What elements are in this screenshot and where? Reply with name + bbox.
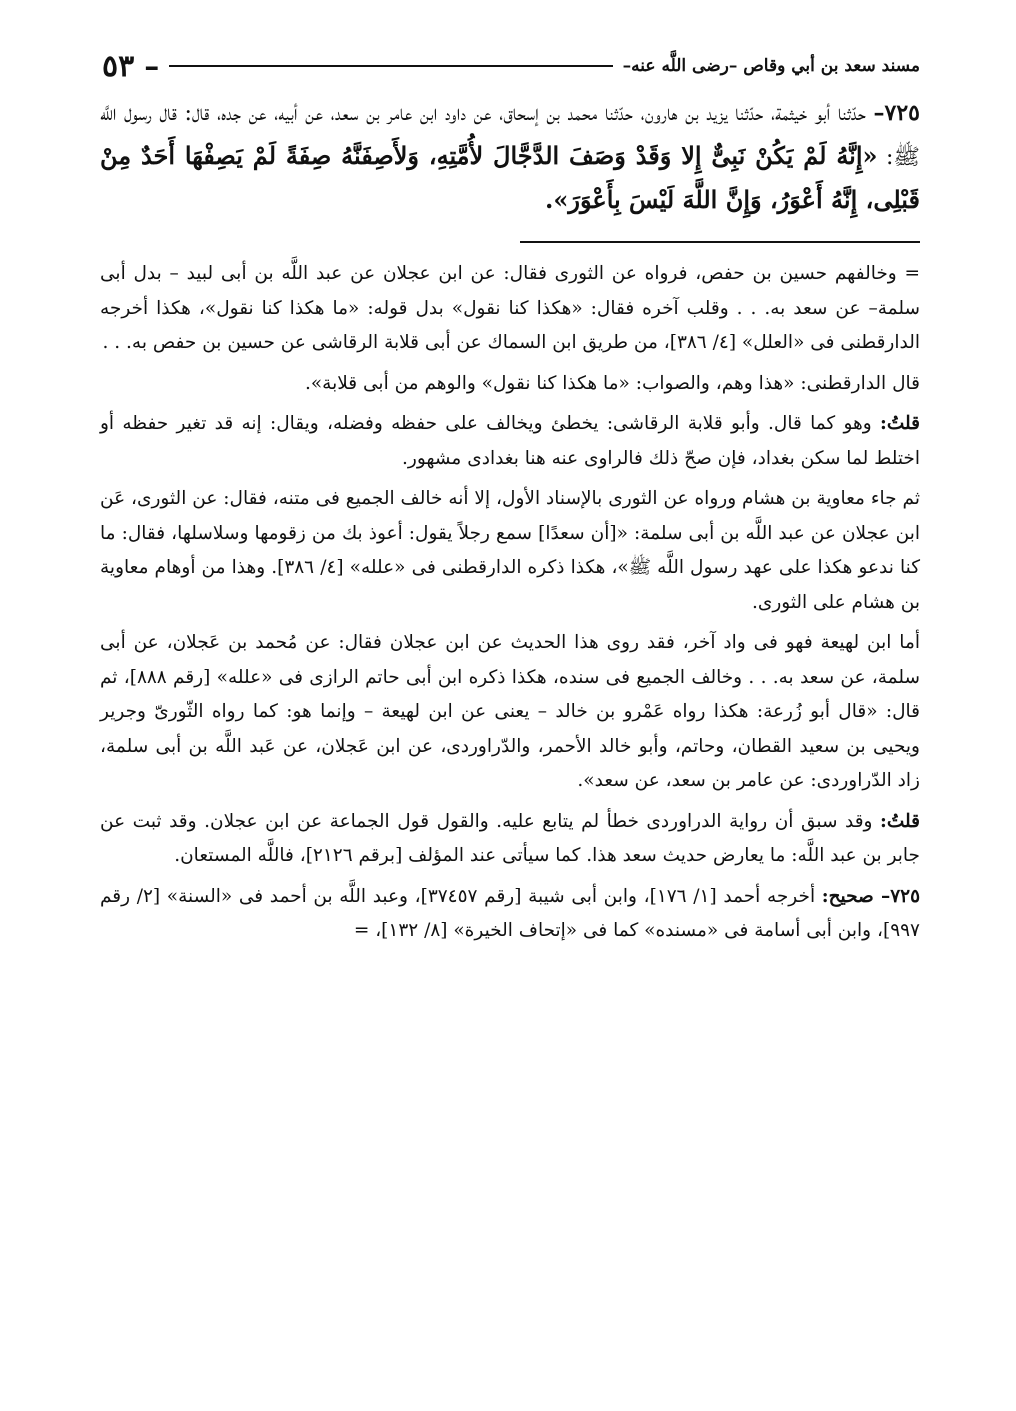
footnote-text: وهو كما قال. وأبو قلابة الرقاشى: يخطئ ويخالف على حفظه وفضله، ويقال: إنه قد تغير حفظه أو اختلط لما سكن بغداد، فإن صحّ ذلك فالراوى عنه هنا بغدادى مشهور. xyxy=(100,413,920,469)
hadith-number: ٧٢٥– xyxy=(873,100,920,126)
running-title: مسند سعد بن أبي وقاص –رضى اللَّه عنه– xyxy=(622,56,920,76)
footnote-paragraph xyxy=(100,880,920,949)
page-number: ٥٣ xyxy=(102,48,135,84)
footnote-paragraph xyxy=(100,407,920,476)
takhrij-lead: ٧٢٥– صحيح: xyxy=(821,885,921,907)
header-rule xyxy=(169,65,612,67)
footnote-lead: قلتُ: xyxy=(880,810,920,832)
hadith-isnad: حدّثنا أبو خيثمة، حدّثنا يزيد بن هارون، حدّثنا محمد بن إسحاق، عن داود ابن عامر بن سعد، عن أبيه، عن جده، قال: قال رسول اللَّه ﷺ: xyxy=(100,101,921,170)
footnote-separator xyxy=(520,241,920,243)
footnote-text: وقد سبق أن رواية الدراوردى خطأ لم يتابع عليه. والقول قول الجماعة عن ابن عجلان. وقد ثبت عن جابر بن عبد اللَّه: ما يعارض حديث سعد هذا. كما سيأتى عند المؤلف [برقم ٢١٢٦]، فاللَّه المستعان. xyxy=(100,810,920,866)
footnote-lead: قلتُ: xyxy=(880,413,920,434)
running-header xyxy=(102,46,920,86)
footnotes xyxy=(100,257,920,949)
main-text xyxy=(100,92,920,955)
footnote-paragraph: = وخالفهم حسين بن حفص، فرواه عن الثورى فقال: عن ابن عجلان عن عبد اللَّه بن أبى لبيد – بدل أبى سلمة– عن سعد به. . . وقلب آخره فقال: «هكذا كنا نقول» بدل قوله: «ما هكذا كنا نقول»، هكذا أخرجه الدارقطنى فى «العلل» [٤/ ٣٨٦]، من طريق ابن السماك عن أبى قلابة الرقاشى عن حسين بن حفص به. . . xyxy=(100,263,920,353)
footnote-paragraph xyxy=(100,805,920,874)
page-number-dash: – xyxy=(144,48,160,84)
takhrij-text: أخرجه أحمد [١/ ١٧٦]، وابن أبى شيبة [رقم ٣٧٤٥٧]، وعبد اللَّه بن أحمد فى «السنة» [٢/ رقم ٩٩٧]، وابن أبى أسامة فى «مسنده» كما فى «إتحاف الخيرة» [٨/ ١٣٢]، = xyxy=(100,885,920,941)
footnote-paragraph: قال الدارقطنى: «هذا وهم، والصواب: «ما هكذا كنا نقول» والوهم من أبى قلابة». xyxy=(304,372,920,394)
footnote-paragraph: ثم جاء معاوية بن هشام ورواه عن الثورى بالإسناد الأول، إلا أنه خالف الجميع فى متنه، فقال: عن الثورى، عَن ابن عجلان عن عبد اللَّه بن أبى سلمة: «[أن سعدًا] سمع رجلاً يقول: أعوذ بك من زقومها وسلاسلها، فقال: ما كنا ندعو هكذا على عهد رسول اللَّه ﷺ»، هكذا ذكره الدارقطنى فى «علله» [٤/ ٣٨٦]. وهذا من أوهام معاوية بن هشام على الثورى. xyxy=(100,488,921,613)
hadith-matn: «إِنَّهُ لَمْ يَكُنْ نَبِىٌّ إِلا وَقَدْ وَصَفَ الدَّجَّالَ لأُمَّتِهِ، وَلأَصِفَنَّهُ صِفَةً لَمْ يَصِفْهَا أَحَدٌ مِنْ قَبْلِى، إِنَّهُ أَعْوَرُ، وَإِنَّ اللَّهَ لَيْسَ بِأَعْوَرَ». xyxy=(100,141,920,214)
footnote-paragraph: أما ابن لهيعة فهو فى واد آخر، فقد روى هذا الحديث عن ابن عجلان فقال: عن مُحمد بن عَجلان، عن أبى سلمة، عن سعد به. . . وخالف الجميع فى سنده، هكذا ذكره ابن أبى حاتم الرازى فى «علله» [رقم ٨٨٨]، ثم قال: «قال أبو زُرعة: هكذا رواه عَمْرو بن خالد – يعنى عن ابن لهيعة – وإنما هو: كما رواه الثّورىّ وجرير ويحيى بن سعيد القطان، وحاتم، وأبو خالد الأحمر، والدّراوردى، عن ابن عَجلان، عن عَبد اللَّه بن أبى سلمة، زاد الدّراوردى: عن عامر بن سعد، عن سعد». xyxy=(100,632,920,791)
hadith-725 xyxy=(100,92,920,223)
